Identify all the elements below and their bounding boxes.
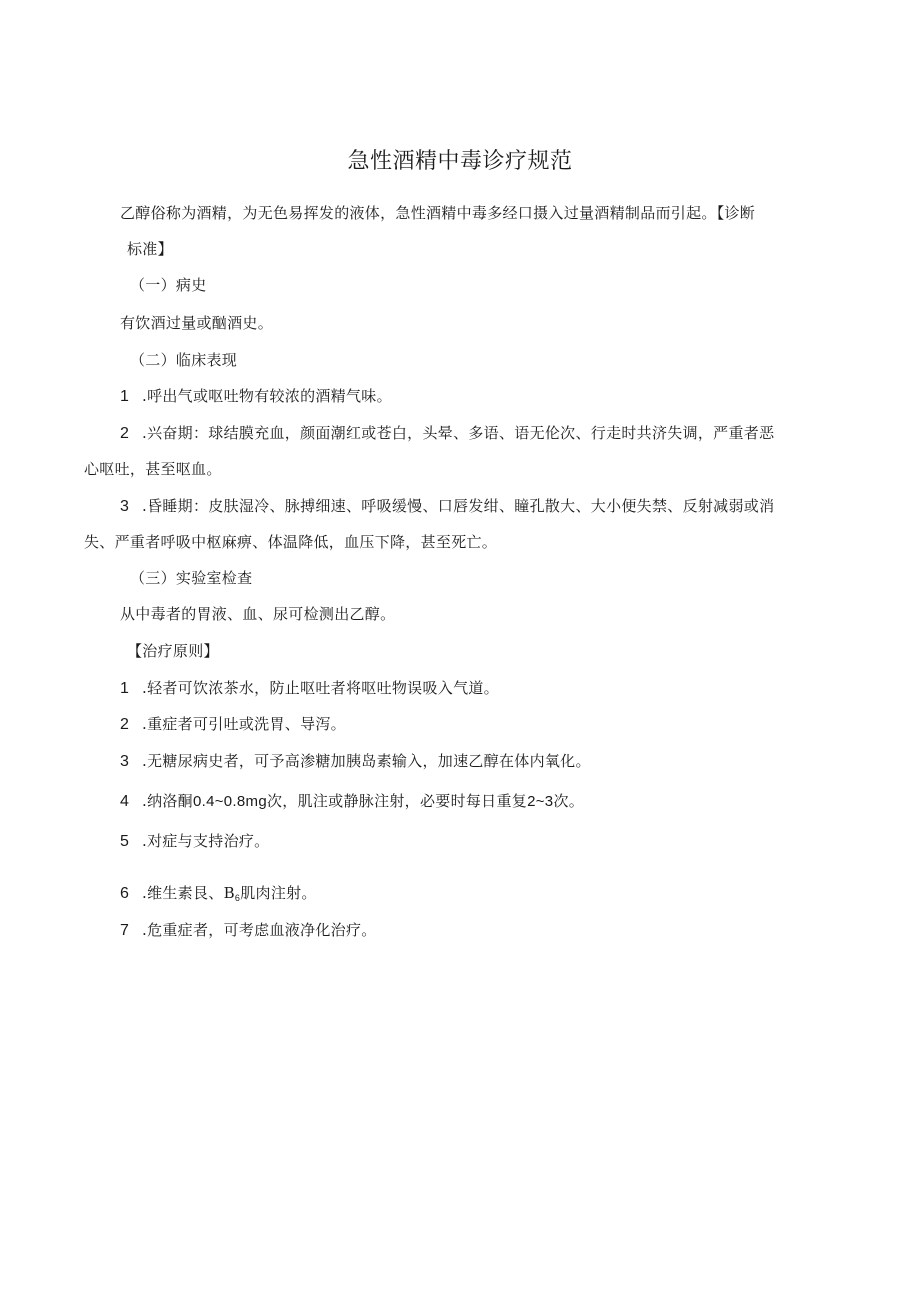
item-text: 次。 xyxy=(553,792,585,810)
treatment-item-2 xyxy=(120,713,346,736)
item-number: 2 xyxy=(120,425,130,442)
clinical-item-2-continuation: 心呕吐，甚至呕血。 xyxy=(84,460,222,478)
item-number: 5 xyxy=(120,833,130,850)
treatment-heading: 【治疗原则】 xyxy=(127,642,219,660)
item-number: 1 xyxy=(120,388,130,405)
intro-line-2: 标准】 xyxy=(127,240,173,258)
item-text: .重症者可引吐或洗胃、导泻。 xyxy=(142,715,346,733)
item-text: .呼出气或呕吐物有较浓的酒精气味。 xyxy=(142,387,392,405)
treatment-item-7 xyxy=(120,919,377,942)
item-text: .兴奋期：球结膜充血，颜面潮红或苍白，头晕、多语、语无伦次、行走时共济失调，严重者恶 xyxy=(142,424,775,442)
item-text: .轻者可饮浓茶水，防止呕吐者将呕吐物误吸入气道。 xyxy=(142,679,499,697)
subscript: 6 xyxy=(234,893,241,903)
item-number: 3 xyxy=(120,753,130,770)
item-text: .对症与支持治疗。 xyxy=(142,832,270,850)
item-text: .维生素 xyxy=(142,884,193,902)
document-title: 急性酒精中毒诊疗规范 xyxy=(347,149,573,174)
item-number: 1 xyxy=(120,680,130,697)
clinical-item-1 xyxy=(120,385,392,408)
intro-line-1: 乙醇俗称为酒精，为无色易挥发的液体，急性酒精中毒多经口摄入过量酒精制品而引起。【诊断 xyxy=(120,204,756,222)
item-number: 4 xyxy=(120,793,130,810)
treatment-item-4 xyxy=(120,790,584,813)
clinical-item-2 xyxy=(120,422,774,445)
item-text: 次，肌注或静脉注射，必要时每日重复 xyxy=(266,792,528,810)
item-text: .危重症者，可考虑血液净化治疗。 xyxy=(142,921,377,939)
item-number: 3 xyxy=(120,498,130,515)
dose-value: 0.4~0.8mg xyxy=(192,793,267,810)
section-heading-lab: （三）实验室检查 xyxy=(130,569,253,587)
repeat-value: 2~3 xyxy=(527,793,554,810)
item-text: 肌肉注射。 xyxy=(240,884,317,902)
clinical-item-3 xyxy=(120,495,774,518)
section-heading-clinical: （二）临床表现 xyxy=(130,351,238,369)
item-text: .无糖尿病史者，可予高渗糖加胰岛素输入，加速乙醇在体内氧化。 xyxy=(142,752,591,770)
treatment-item-5 xyxy=(120,830,269,853)
section-text-lab: 从中毒者的胃液、血、尿可检测出乙醇。 xyxy=(120,605,396,623)
clinical-item-3-continuation: 失、严重者呼吸中枢麻痹、体温降低，血压下降，甚至死亡。 xyxy=(84,533,498,551)
section-text-history: 有饮酒过量或酗酒史。 xyxy=(120,314,274,332)
item-number: 2 xyxy=(120,716,130,733)
treatment-item-6 xyxy=(120,882,317,906)
treatment-item-1 xyxy=(120,677,499,700)
item-text: .纳洛酮 xyxy=(142,792,193,810)
section-heading-history: （一）病史 xyxy=(130,276,207,294)
item-text: 艮、B xyxy=(192,884,235,902)
item-number: 7 xyxy=(120,922,130,939)
item-number: 6 xyxy=(120,885,130,902)
item-text: .昏睡期：皮肤湿冷、脉搏细速、呼吸缓慢、口唇发绀、瞳孔散大、大小便失禁、反射减弱或消 xyxy=(142,497,775,515)
treatment-item-3 xyxy=(120,750,591,773)
